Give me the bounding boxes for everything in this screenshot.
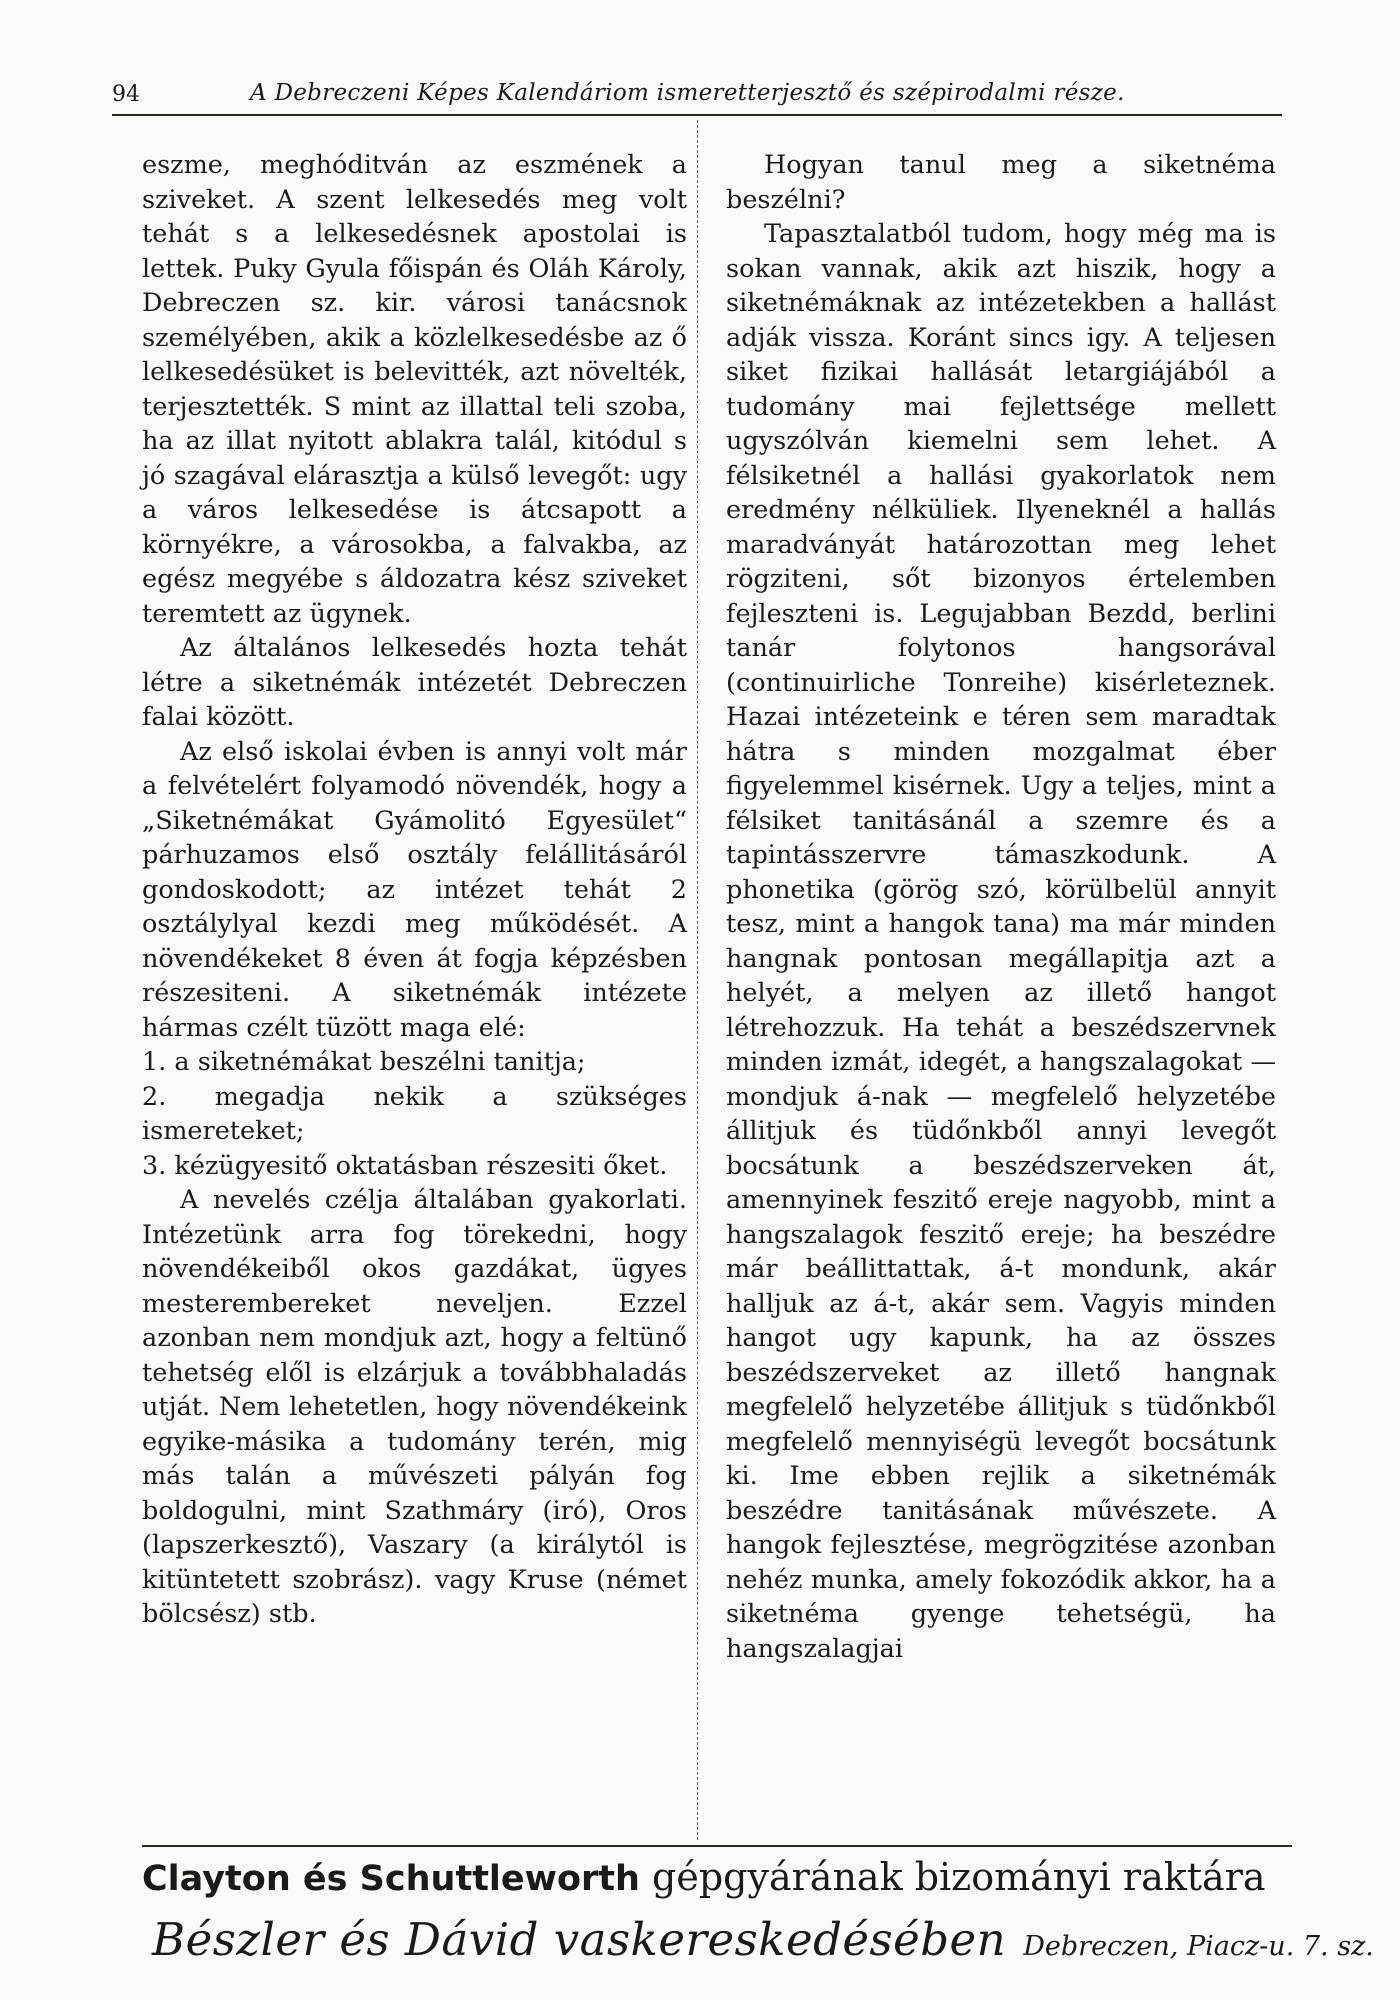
- advertisement: [142, 1845, 1374, 1966]
- running-header: [112, 78, 1282, 116]
- paragraph: Tapasztalatból tudom, hogy még ma is sokan vannak, akik azt hiszik, hogy a siketnémáknak az intézetekben a hallást adják vissza. Koránt sincs igy. A teljesen siket fizikai hallását letargiájából a tudomány mai fejlettsége mellett ugyszólván kiemelni sem lehet. A félsiketnél a hallási gyakorlatok nem eredmény nélküliek. Ilyeneknél a hallás maradványát határozottan meg lehet rögziteni, sőt bizonyos értelemben fejleszteni is. Legujabban Bezdd, berlini tanár folytonos hangsorával (continuirliche Tonreihe) kisérleteznek. Hazai intézeteink e téren sem maradtak hátra s minden mozgalmat éber figyelemmel kisérnek. Ugy a teljes, mint a félsiket tanitásánál a szemre és a tapintásszervre támaszkodunk. A phonetika (görög szó, körülbelül annyit tesz, mint a hangok tana) ma már minden hangnak pontosan megállapitja azt a helyét, a melyen az illető hangot létrehozzuk. Ha tehát a beszédszervnek minden izmát, idegét, a hangszalagokat — mondjuk á-nak — megfelelő helyzetébe állitjuk és tüdőnkből annyi levegőt bocsátunk a beszédszerveken át, amennyinek feszitő ereje nagyobb, mint a hangszalagok feszitő ereje; ha beszédre már beállittattak, á-t mondunk, akár halljuk az á-t, akár sem. Vagyis minden hangot ugy kapunk, ha az összes beszédszerveket az illető hangnak megfelelő helyzetébe állitjuk s tüdőnkből megfelelő mennyiségü levegőt bocsátunk ki. Ime ebben rejlik a siketnémák beszédre tanitásának művészete. A hangok fejlesztése, megrögzitése azonban nehéz munka, amely fokozódik akkor, ha a siketnéma gyenge tehetségü, ha hangszalagjai: [726, 219, 1276, 1664]
- column-divider: [697, 120, 698, 1840]
- section-question: Hogyan tanul meg a siketnéma beszélni?: [726, 150, 1276, 215]
- left-column: [142, 148, 687, 1632]
- ad-address: Debreczen, Piacz-u. 7. sz.: [1023, 1931, 1374, 1962]
- list-item: 3. kézügyesitő oktatásban részesiti őket.: [142, 1150, 668, 1181]
- paragraph: A nevelés czélja általában gyakorlati. Intézetünk arra fog törekedni, hogy növendékeiből okos gazdákat, ügyes mesterembereket neveljen. Ezzel azonban nem mondjuk azt, hogy a feltünő tehetség elől is elzárjuk a továbbhaladás utját. Nem lehetetlen, hogy növendékeink egyike-másika a tudomány terén, mig más talán a művészeti pályán fog boldogulni, mint Szathmáry (iró), Oros (lapszerkesztő), Vaszary (a királytól is kitüntetett szobrász). vagy Kruse (német bölcsész) stb.: [142, 1185, 687, 1629]
- running-title: A Debreczeni Képes Kalendáriom ismeretterjesztő és szépirodalmi része.: [250, 80, 1125, 106]
- list-item: 1. a siketnémákat beszélni tanitja;: [142, 1047, 586, 1077]
- page-number: 94: [112, 82, 140, 107]
- ad-line-2: [152, 1913, 1374, 1966]
- ad-shop-name: Bészler és Dávid vaskereskedésében: [152, 1913, 1007, 1966]
- ad-brand: Clayton és Schuttleworth: [142, 1859, 640, 1899]
- paragraph: Az általános lelkesedés hozta tehát létre a siketnémák intézetét Debreczen falai között.: [142, 633, 687, 732]
- ad-line-1-rest: gépgyárának bizományi raktára: [652, 1855, 1266, 1899]
- paragraph: Az első iskolai évben is annyi volt már a felvételért folyamodó növendék, hogy a „Siketnémákat Gyámolitó Egyesület“ párhuzamos első osztály felállitásáról gondoskodott; az intézet tehát 2 osztálylyal kezdi meg működését. A növendékeket 8 éven át fogja képzésben részesiteni. A siketnémák intézete hármas czélt tüzött maga elé:: [142, 736, 687, 1043]
- ad-line-1: [142, 1855, 1292, 1899]
- list-item: 2. megadja nekik a szükséges ismereteket;: [142, 1081, 687, 1146]
- paragraph: eszme, meghóditván az eszmének a sziveket. A szent lelkesedés meg volt tehát s a lelkesedésnek apostolai is lettek. Puky Gyula főispán és Oláh Károly, Debreczen sz. kir. városi tanácsnok személyében, akik a közlelkesedésbe az ő lelkesedésüket is belevitték, azt növelték, terjesztették. S mint az illattal teli szoba, ha az illat nyitott ablakra talál, kitódul s jó szagával elárasztja a külső levegőt: ugy a város lelkesedése is átcsapott a környékre, a városokba, a falvakba, az egész megyébe s áldozatra kész sziveket teremtett az ügynek.: [142, 150, 687, 629]
- right-column: [726, 148, 1276, 1666]
